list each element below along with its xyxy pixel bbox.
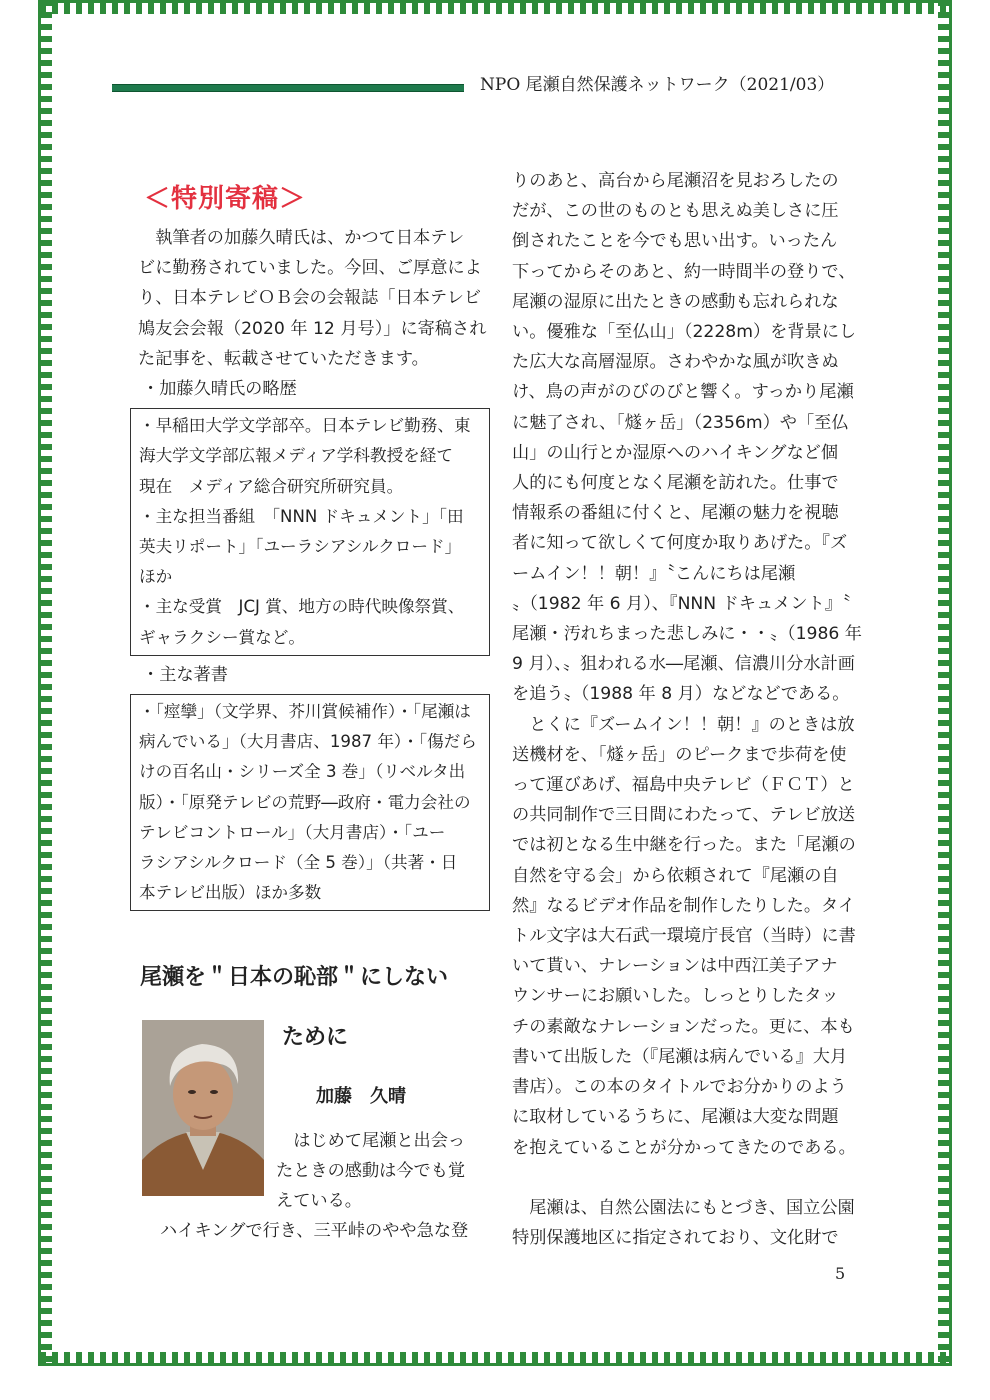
special-intro (130, 223, 490, 374)
text-line: 送機材を、「燧ヶ岳」のピークまで歩荷を使 (512, 744, 847, 765)
text-line: 病んでいる」（大月書店、1987 年）・「傷だら (139, 732, 477, 752)
text-line: 特別保護地区に指定されており、文化財で (512, 1227, 839, 1248)
decorative-border-bottom (40, 1352, 950, 1366)
text-line: テレビコントロール」（大月書店）・「ユー (139, 822, 446, 842)
text-line: い。優雅な「至仏山」（2228m）を背景にし (512, 322, 857, 343)
text-line: た記事を、転載させていただきます。 (138, 348, 429, 369)
text-line: とくに『ズームイン！！朝！』のときは放 (512, 714, 855, 735)
left-column (130, 170, 490, 915)
text-line: 海大学文学部広報メディア学科教授を経て (139, 446, 453, 466)
text-line: け、鳥の声がのびのびと響く。すっかり尾瀬 (512, 382, 854, 403)
text-line: ームイン！！朝！』〝こんにちは尾瀬 (512, 563, 796, 584)
text-line: ウンサーにお願いした。しっとりしたタッ (512, 986, 839, 1007)
decorative-border-right (938, 0, 952, 1366)
text-line: ビに勤務されていました。今回、ご厚意によ (138, 258, 482, 279)
text-line: 尾瀬は、自然公園法にもとづき、国立公園 (512, 1197, 855, 1218)
text-line: 執筆者の加藤久晴氏は、かつて日本テレ (138, 228, 465, 248)
author-name: 加藤 久晴 (316, 1086, 406, 1107)
text-line: けの百名山・シリーズ全 3 巻」（リベルタ出 (139, 762, 466, 782)
text-line: ・主な担当番組 「NNN ドキュメント」「田 (139, 506, 464, 526)
text-line: いて貰い、ナレーションは中西江美子アナ (512, 956, 838, 977)
text-line: 者に知って欲しくて何度か取りあげた。『ズ (512, 533, 848, 554)
article-intro-continuation: ハイキングで行き、三平峠のやや急な登 (160, 1221, 469, 1241)
text-line: りのあと、高台から尾瀬沼を見おろしたの (512, 171, 839, 191)
header-rule (112, 84, 464, 92)
text-line: 尾瀬の湿原に出たときの感動も忘れられな (512, 291, 839, 312)
text-line: 現在 メディア総合研究所研究員。 (139, 476, 404, 496)
text-line: 倒されたことを今でも思い出す。いったん (512, 231, 838, 252)
article-subtitle: ために (282, 1025, 349, 1050)
text-line: ・早稲田大学文学部卒。日本テレビ勤務、東 (139, 416, 471, 436)
text-line: ラシアシルクロード（全 5 巻）」（共著・日 (139, 853, 458, 873)
bio-box (130, 408, 490, 656)
portrait-icon (142, 1020, 264, 1196)
text-line: だが、この世のものとも思えぬ美しさに圧 (512, 201, 839, 222)
decorative-border-left (38, 0, 52, 1366)
text-line: ・主な受賞 JCJ 賞、地方の時代映像祭賞、 (139, 597, 465, 617)
text-line: 書いて出版した（『尾瀬は病んでいる』大月 (512, 1046, 848, 1067)
text-line: の共同制作で三日間にわたって、テレビ放送 (512, 805, 856, 826)
text-line: えている。 (276, 1191, 362, 1212)
text-line: はじめて尾瀬と出会っ (276, 1131, 466, 1151)
text-line: 然』なるビデオ作品を制作したりした。タイ (512, 895, 856, 916)
text-line: た広大な高層湿原。さわやかな風が吹きぬ (512, 352, 839, 373)
author-photo (142, 1020, 264, 1196)
text-line: 本テレビ出版）ほか多数 (139, 883, 322, 903)
text-line: を抱えていることが分かってきたのである。 (512, 1137, 856, 1158)
text-line: 尾瀬・汚れちまった悲しみに・・〟（1986 年 (512, 624, 862, 645)
bio-heading: ・加藤久晴氏の略歴 (142, 379, 297, 400)
text-line: 下ってからそのあと、約一時間半の登りで、 (512, 261, 856, 282)
text-line: り、日本テレビＯＢ会の会報誌「日本テレビ (138, 288, 482, 309)
decorative-border-top (40, 0, 950, 14)
text-line: 自然を守る会」から依頼されて『尾瀬の自 (512, 865, 839, 886)
text-line: に取材しているうちに、尾瀬は大変な問題 (512, 1107, 839, 1128)
text-line: って運びあげ、福島中央テレビ（ＦＣＴ）と (512, 775, 855, 796)
text-line: ギャラクシー賞など。 (139, 627, 305, 647)
text-line: 鳩友会会報（2020 年 12 月号）」に寄稿され (138, 318, 487, 339)
text-line: では初となる生中継を行った。また「尾瀬の (512, 835, 856, 856)
text-line: 山」の山行とか湿原へのハイキングなど個 (512, 442, 839, 463)
article-intro (276, 1126, 486, 1217)
text-line: 9 月）、〟狙われる水―尾瀬、信濃川分水計画 (512, 654, 855, 675)
text-line: を追う〟（1988 年 8 月）などなどである。 (512, 684, 850, 705)
article-title: 尾瀬を＂日本の恥部＂にしない (140, 965, 449, 990)
books-heading: ・主な著書 (142, 664, 228, 685)
text-line: 版）・「原発テレビの荒野―政府・電力会社の (139, 792, 471, 812)
text-line: ほか (139, 567, 173, 587)
text-line: たときの感動は今でも覚 (276, 1161, 466, 1182)
right-column (512, 166, 862, 1253)
text-line: に魅了され、「燧ヶ岳」（2356m）や「至仏 (512, 412, 849, 433)
text-line: 英夫リポート」「ユーラシアシルクロード」 (139, 537, 462, 557)
text-line: 〟（1982 年 6 月）、『NNN ドキュメント』〝 (512, 593, 851, 614)
paragraph-gap (512, 1163, 857, 1193)
text-line: 書店）。この本のタイトルでお分かりのよう (512, 1077, 847, 1098)
newsletter-header: NPO 尾瀬自然保護ネットワーク（2021/03） (480, 75, 835, 95)
books-box (130, 694, 490, 911)
special-contribution-title: ＜特別寄稿＞ (144, 184, 307, 214)
text-line: ・「痙攣」（文学界、芥川賞候補作）・「尾瀬は (139, 702, 471, 722)
text-line: 情報系の番組に付くと、尾瀬の魅力を視聴 (512, 503, 839, 524)
text-line: トル文字は大石武一環境庁長官（当時）に書 (512, 926, 856, 947)
page-number: 5 (835, 1264, 846, 1283)
text-line: チの素敵なナレーションだった。更に、本も (512, 1016, 855, 1037)
text-line: 人的にも何度となく尾瀬を訪れた。仕事で (512, 473, 839, 494)
